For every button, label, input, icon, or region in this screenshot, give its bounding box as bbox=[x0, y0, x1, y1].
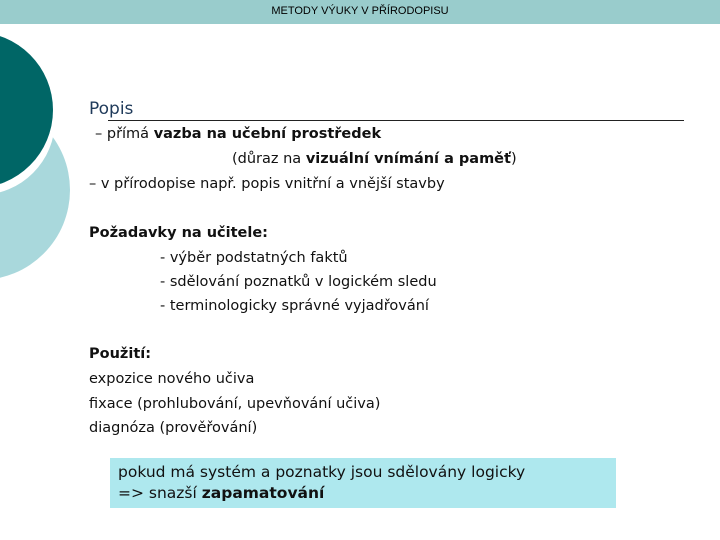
description-line-3: – v přírodopise např. popis vnitřní a vnější stavby bbox=[89, 176, 445, 192]
description-line-1-text: – přímá bbox=[95, 126, 154, 142]
description-line-2-bold: vizuální vnímání a paměť bbox=[305, 151, 511, 167]
usage-item: expozice nového učiva bbox=[89, 371, 255, 387]
note-line-2 bbox=[118, 484, 324, 502]
requirements-item: - výběr podstatných faktů bbox=[160, 250, 348, 266]
description-line-2-text: (důraz na bbox=[232, 151, 306, 167]
description-line-1 bbox=[95, 126, 381, 142]
note-line-1: pokud má systém a poznatky jsou sdělovány logicky bbox=[118, 463, 526, 481]
note-line-2-bold: zapamatování bbox=[201, 484, 325, 502]
requirements-item: - sdělování poznatků v logickém sledu bbox=[160, 274, 437, 290]
heading-underline bbox=[108, 120, 684, 121]
usage-title: Použití: bbox=[89, 346, 152, 362]
description-line-2 bbox=[232, 151, 517, 167]
section-heading: Popis bbox=[89, 99, 134, 119]
description-line-1-bold: vazba na učební prostředek bbox=[153, 126, 382, 142]
note-line-2-text: => snazší bbox=[118, 484, 202, 502]
slide-header-title: METODY VÝUKY V PŘÍRODOPISU bbox=[271, 5, 449, 17]
description-line-2-suffix: ) bbox=[510, 151, 517, 167]
usage-item: fixace (prohlubování, upevňování učiva) bbox=[89, 396, 381, 412]
requirements-item: - terminologicky správné vyjadřování bbox=[160, 298, 429, 314]
usage-item: diagnóza (prověřování) bbox=[89, 420, 258, 436]
decorative-circles bbox=[0, 0, 90, 300]
requirements-title: Požadavky na učitele: bbox=[89, 225, 268, 241]
